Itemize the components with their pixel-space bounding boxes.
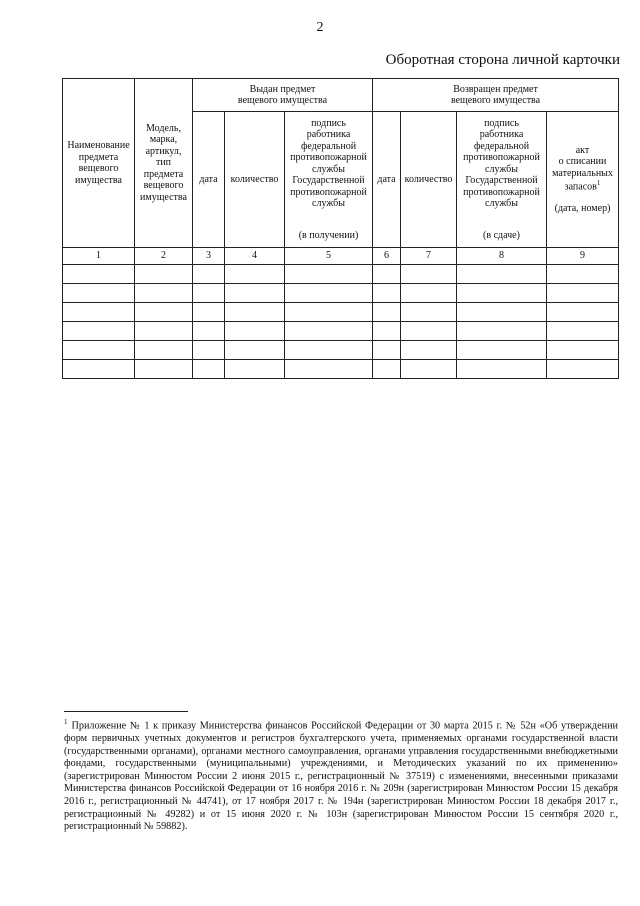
table-cell[interactable] <box>373 265 401 284</box>
table-cell[interactable] <box>457 360 547 379</box>
footnote-divider <box>64 711 188 712</box>
table-cell[interactable] <box>457 284 547 303</box>
table-cell[interactable] <box>457 303 547 322</box>
write-off-act-footnote-mark: 1 <box>596 179 601 188</box>
header-issued-quantity: количество <box>225 112 285 248</box>
table-cell[interactable] <box>63 322 135 341</box>
table-cell[interactable] <box>135 303 193 322</box>
issued-signature-note: (в получении) <box>298 230 359 241</box>
column-number: 2 <box>135 248 193 265</box>
table-cell[interactable] <box>373 303 401 322</box>
table-cell[interactable] <box>401 265 457 284</box>
table-row <box>63 360 619 379</box>
table-cell[interactable] <box>285 303 373 322</box>
table-cell[interactable] <box>135 341 193 360</box>
table-cell[interactable] <box>193 284 225 303</box>
table-cell[interactable] <box>135 265 193 284</box>
header-issued-date: дата <box>193 112 225 248</box>
table-cell[interactable] <box>401 303 457 322</box>
table-cell[interactable] <box>63 284 135 303</box>
table-row <box>63 322 619 341</box>
table-cell[interactable] <box>547 360 619 379</box>
header-returned-signature <box>457 112 547 248</box>
table-cell[interactable] <box>401 341 457 360</box>
header-returned-date: дата <box>373 112 401 248</box>
table-cell[interactable] <box>547 341 619 360</box>
column-number: 9 <box>547 248 619 265</box>
table-cell[interactable] <box>547 303 619 322</box>
table-cell[interactable] <box>225 303 285 322</box>
table-cell[interactable] <box>225 265 285 284</box>
table-row <box>63 284 619 303</box>
table-cell[interactable] <box>225 284 285 303</box>
table-body <box>63 265 619 379</box>
table-cell[interactable] <box>285 341 373 360</box>
page-number: 2 <box>316 20 324 35</box>
table-cell[interactable] <box>193 322 225 341</box>
header-item-name: Наименование предмета вещевого имущества <box>63 79 135 248</box>
table-cell[interactable] <box>401 284 457 303</box>
table-cell[interactable] <box>135 360 193 379</box>
column-number: 7 <box>401 248 457 265</box>
table-cell[interactable] <box>285 322 373 341</box>
write-off-act-label: акт о списании материальных запасов <box>552 144 613 193</box>
footnote-mark: 1 <box>64 718 68 726</box>
table-cell[interactable] <box>401 322 457 341</box>
column-number: 6 <box>373 248 401 265</box>
table-cell[interactable] <box>373 322 401 341</box>
header-issued-signature <box>285 112 373 248</box>
footnote <box>64 716 618 834</box>
table-cell[interactable] <box>285 265 373 284</box>
table-cell[interactable] <box>457 341 547 360</box>
table-cell[interactable] <box>193 341 225 360</box>
table-row <box>63 341 619 360</box>
table-row <box>63 265 619 284</box>
table-cell[interactable] <box>547 284 619 303</box>
header-group-issued: Выдан предмет вещевого имущества <box>193 79 373 112</box>
header-write-off-act <box>547 112 619 248</box>
header-returned-quantity: количество <box>401 112 457 248</box>
table-cell[interactable] <box>225 341 285 360</box>
table-cell[interactable] <box>373 360 401 379</box>
column-number-row <box>63 248 619 265</box>
table-cell[interactable] <box>193 303 225 322</box>
table-row <box>63 303 619 322</box>
column-number: 3 <box>193 248 225 265</box>
column-number: 1 <box>63 248 135 265</box>
table-cell[interactable] <box>373 284 401 303</box>
write-off-act-note: (дата, номер) <box>554 202 611 214</box>
table-cell[interactable] <box>285 284 373 303</box>
header-item-model: Модель, марка, артикул, тип предмета вещевого имущества <box>135 79 193 248</box>
table-cell[interactable] <box>547 265 619 284</box>
returned-signature-note: (в сдаче) <box>483 230 520 241</box>
table-cell[interactable] <box>63 303 135 322</box>
returned-signature-label: подпись работника федеральной противопожарной службы Государственной противопожарной службы <box>463 117 540 209</box>
footnote-text: Приложение № 1 к приказу Министерства финансов Российской Федерации от 30 марта 2015 г. № 52н «Об утверждении форм первичных учетных документов и регистров бухгалтерского учета, применяемых органами государственной власти (государственными органами), органами местного самоуправления, органами управления государственными внебюджетными фондами, государственными (муниципальными) учреждениями, и Методических указаний по их применению» (зарегистрирован Минюстом России 2 июня 2015 г., регистрационный № 37519) с изменениями, внесенными приказами Министерства финансов Российской Федерации от 16 ноября 2016 г. № 209н (зарегистрирован Минюстом России 15 декабря 2016 г., регистрационный № 44741), от 17 ноября 2017 г. № 194н (зарегистрирован Минюстом России 18 декабря 2017 г., регистрационный № 49282) и от 15 июня 2020 г. № 103н (зарегистрирован Минюстом России 15 сентября 2020 г., регистрационный № 59882). <box>64 720 618 833</box>
table-cell[interactable] <box>63 341 135 360</box>
table-cell[interactable] <box>225 322 285 341</box>
issued-signature-label: подпись работника федеральной противопожарной службы Государственной противопожарной службы <box>290 117 367 209</box>
table-cell[interactable] <box>135 322 193 341</box>
table-cell[interactable] <box>135 284 193 303</box>
property-card-table <box>62 78 619 379</box>
column-number: 8 <box>457 248 547 265</box>
table-cell[interactable] <box>225 360 285 379</box>
column-number: 5 <box>285 248 373 265</box>
column-number: 4 <box>225 248 285 265</box>
table-cell[interactable] <box>193 265 225 284</box>
table-cell[interactable] <box>401 360 457 379</box>
table-cell[interactable] <box>373 341 401 360</box>
table-cell[interactable] <box>193 360 225 379</box>
table-cell[interactable] <box>457 322 547 341</box>
table-cell[interactable] <box>285 360 373 379</box>
page-subtitle: Оборотная сторона личной карточки <box>385 52 620 68</box>
table-cell[interactable] <box>457 265 547 284</box>
table-cell[interactable] <box>63 360 135 379</box>
table-cell[interactable] <box>547 322 619 341</box>
header-group-returned: Возвращен предмет вещевого имущества <box>373 79 619 112</box>
table-cell[interactable] <box>63 265 135 284</box>
